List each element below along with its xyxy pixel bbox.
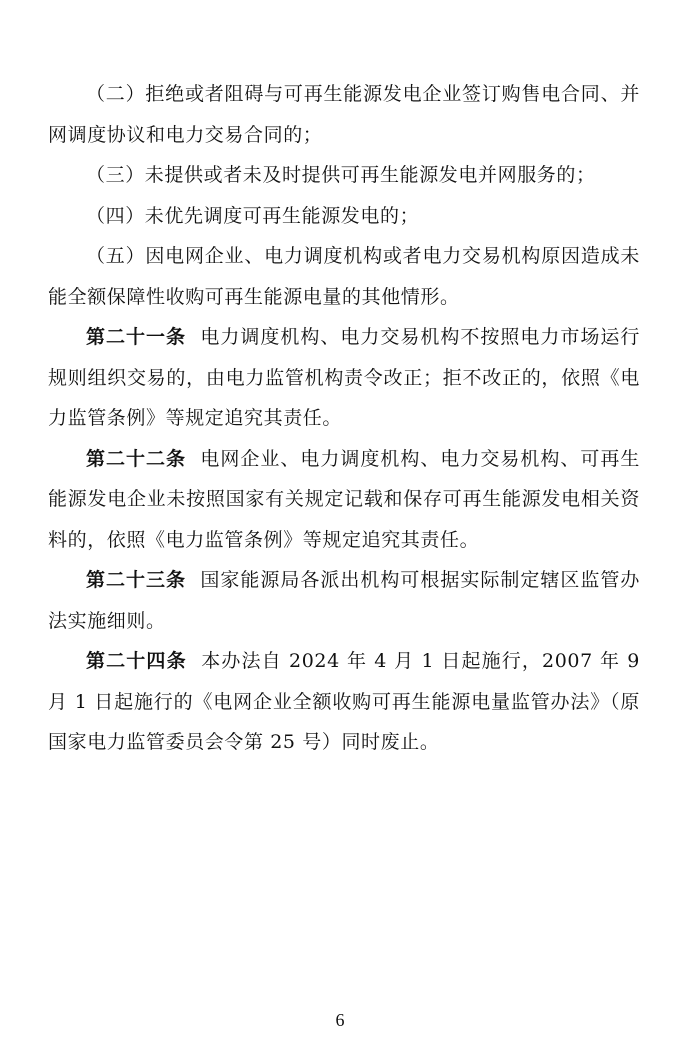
article-22-text: 电网企业、电力调度机构、电力交易机构、可再生能源发电企业未按照国家有关规定记载和保存可再生能源发电相关资料的，依照《电力监管条例》等规定追究其责任。 xyxy=(48,447,640,551)
clause-4-text: （四）未优先调度可再生能源发电的； xyxy=(86,204,420,227)
clause-2-text: （二）拒绝或者阻碍与可再生能源发电企业签订购售电合同、并网调度协议和电力交易合同的； xyxy=(48,83,640,146)
article-24-text: 本办法自 2024 年 4 月 1 日起施行，2007 年 9 月 1 日起施行的《电网企业全额收购可再生能源电量监管办法》（原国家电力监管委员会令第 25 号）同时废止。 xyxy=(48,650,640,753)
article-24-heading: 第二十四条 xyxy=(86,650,187,672)
article-21 xyxy=(48,317,640,439)
clause-3-text: （三）未提供或者未及时提供可再生能源发电并网服务的； xyxy=(86,164,596,186)
article-23-text: 国家能源局各派出机构可根据实际制定辖区监管办法实施细则。 xyxy=(48,569,640,632)
clause-3 xyxy=(48,155,640,196)
document-body xyxy=(48,74,640,763)
article-21-text: 电力调度机构、电力交易机构不按照电力市场运行规则组织交易的，由电力监管机构责令改正；拒不改正的，依照《电力监管条例》等规定追究其责任。 xyxy=(48,326,640,429)
clause-5-text: （五）因电网企业、电力调度机构或者电力交易机构原因造成未能全额保障性收购可再生能源电量的其他情形。 xyxy=(48,245,640,308)
article-21-heading: 第二十一条 xyxy=(86,326,186,348)
article-23-heading: 第二十三条 xyxy=(86,569,186,591)
page-number: 6 xyxy=(335,1010,345,1030)
article-22 xyxy=(48,439,640,561)
clause-4 xyxy=(48,196,640,237)
clause-5 xyxy=(48,236,640,317)
clause-2 xyxy=(48,74,640,155)
article-22-heading: 第二十二条 xyxy=(86,447,186,470)
article-24 xyxy=(48,641,640,763)
article-23 xyxy=(48,560,640,641)
